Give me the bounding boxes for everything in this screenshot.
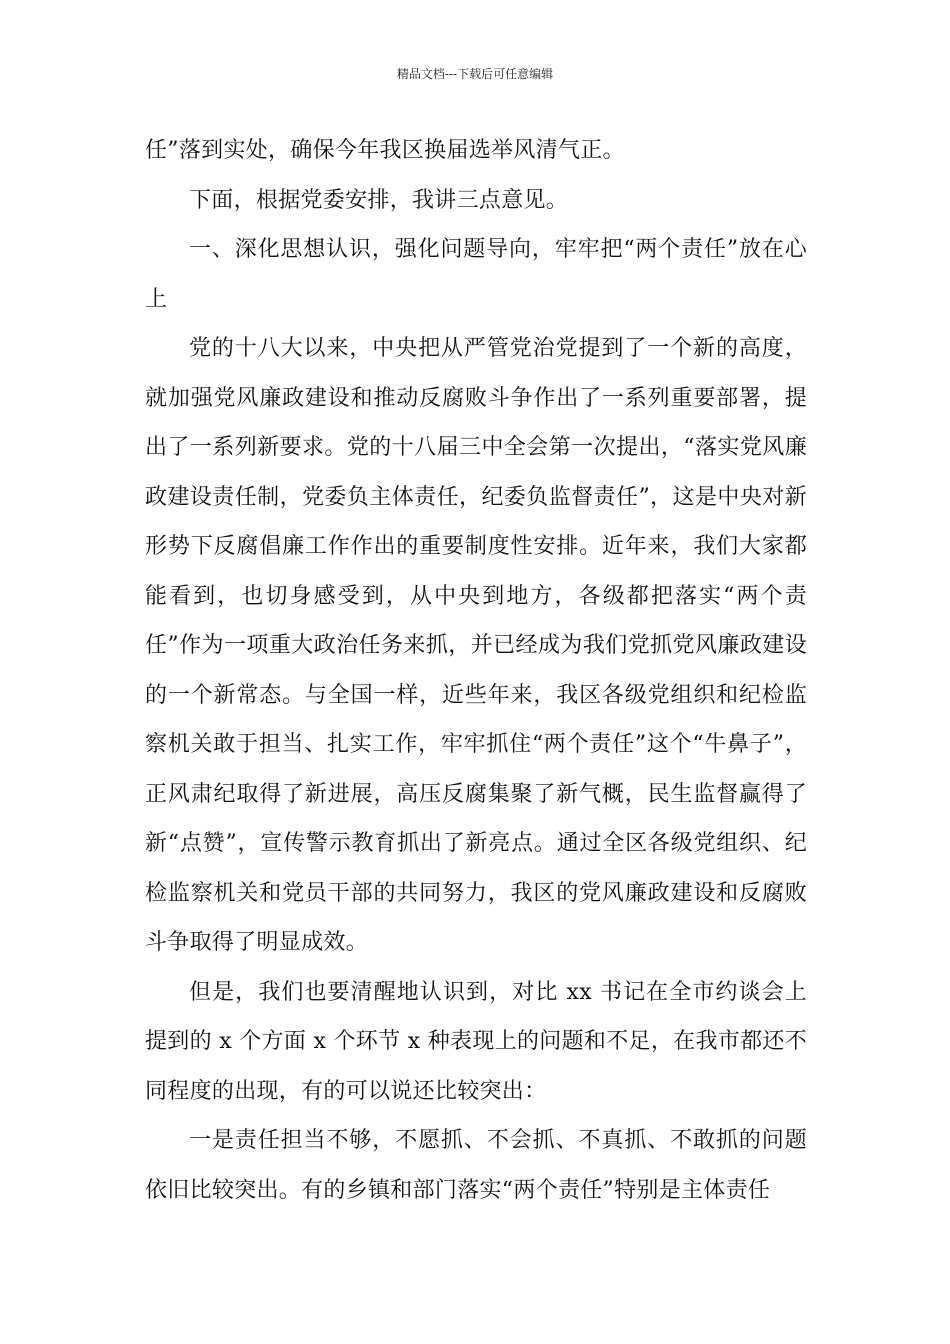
paragraph-point-one: 一是责任担当不够，不愿抓、不会抓、不真抓、不敢抓的问题依旧比较突出。有的乡镇和部门落实“两个责任”特别是主体责任 <box>145 1128 807 1203</box>
paragraph-intro: 下面，根据党委安排，我讲三点意见。 <box>189 187 569 213</box>
section-heading-1: 一、深化思想认识，强化问题导向，牢牢把“两个责任”放在心上 <box>145 237 807 312</box>
paragraph-continuation: 任”落到实处，确保今年我区换届选举风清气正。 <box>145 138 625 163</box>
page-header: 精品文档---下载后可任意编辑 <box>396 67 554 81</box>
paragraph-problems: 但是，我们也要清醒地认识到，对比 xx 书记在全市约谈会上提到的 x 个方面 x 个环节 x 种表现上的问题和不足，在我市都还不同程度的出现，有的可以说还比较突出： <box>145 979 807 1104</box>
document-body <box>145 126 807 1215</box>
paragraph-background: 党的十八大以来，中央把从严管党治党提到了一个新的高度，就加强党风廉政建设和推动反腐败斗争作出了一系列重要部署，提出了一系列新要求。党的十八届三中全会第一次提出，“落实党风廉政建设责任制，党委负主体责任，纪委负监督责任”，这是中央对新形势下反腐倡廉工作作出的重要制度性安排。近年来，我们大家都能看到，也切身感受到，从中央到地方，各级都把落实“两个责任”作为一项重大政治任务来抓，并已经成为我们党抓党风廉政建设的一个新常态。与全国一样，近些年来，我区各级党组织和纪检监察机关敢于担当、扎实工作，牢牢抓住“两个责任”这个“牛鼻子”，正风肃纪取得了新进展，高压反腐集聚了新气概，民生监督赢得了新“点赞”，宣传警示教育抓出了新亮点。通过全区各级党组织、纪检监察机关和党员干部的共同努力，我区的党风廉政建设和反腐败斗争取得了明显成效。 <box>145 336 807 955</box>
